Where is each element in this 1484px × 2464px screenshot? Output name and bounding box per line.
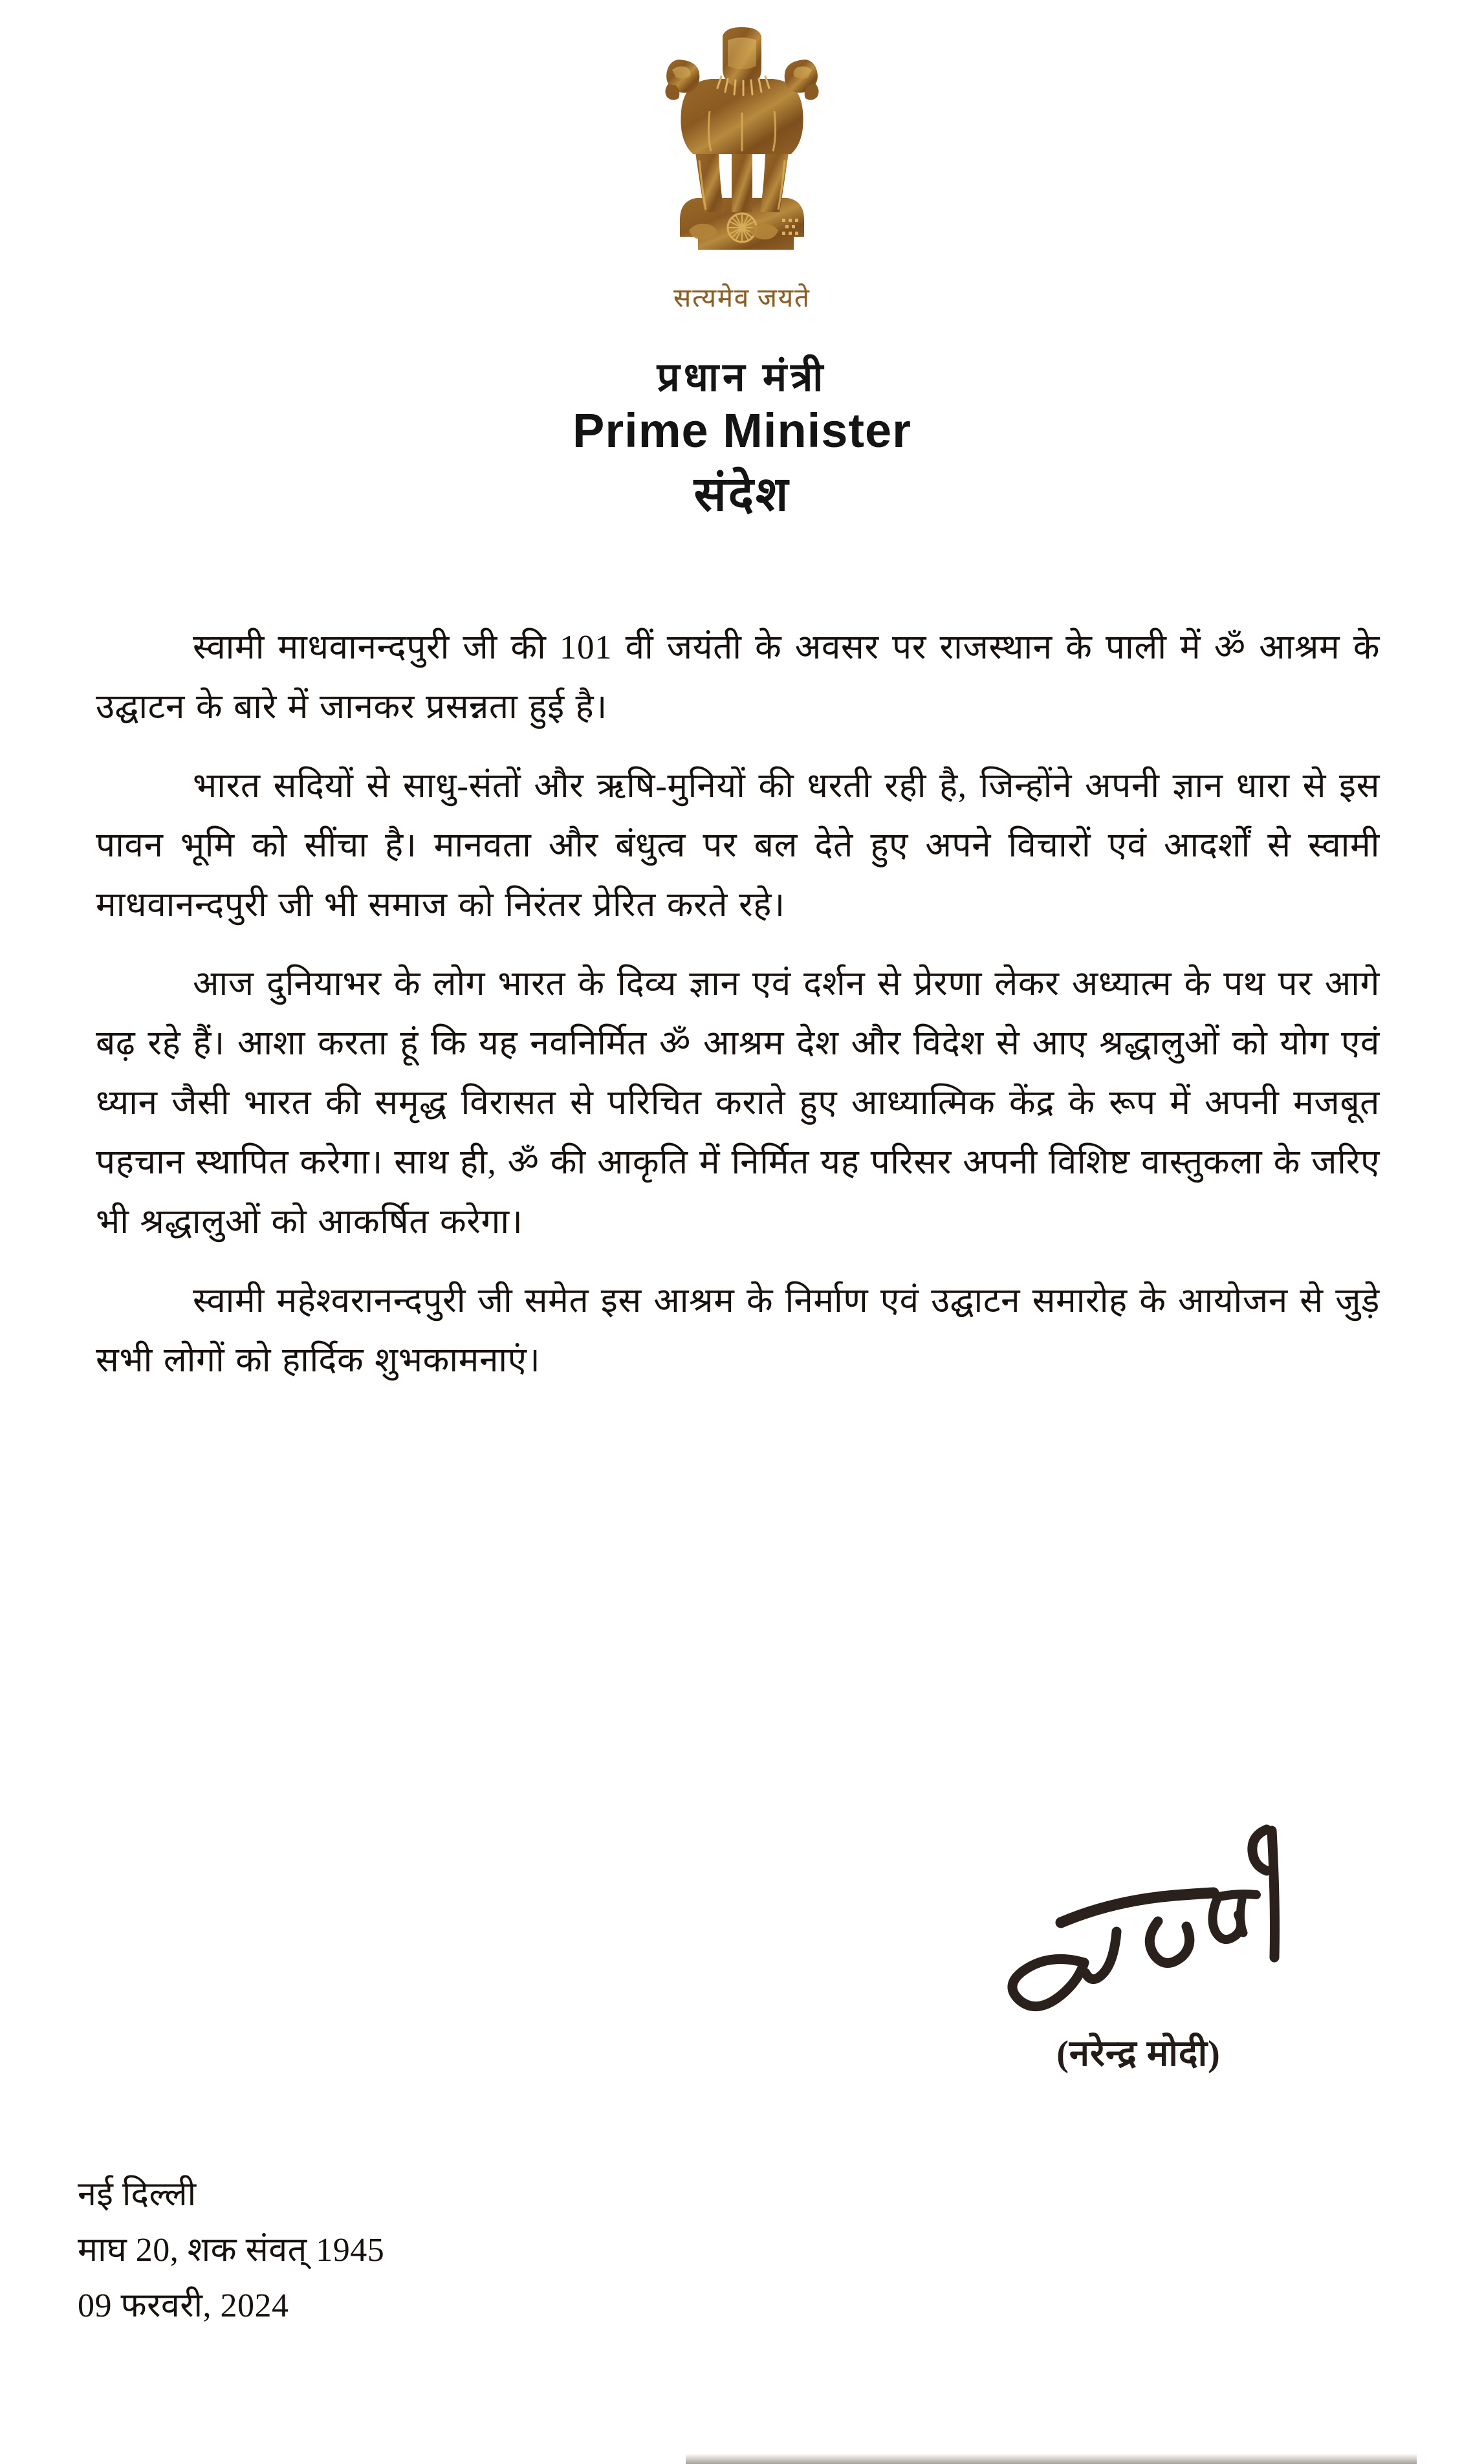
letter-body bbox=[96, 618, 1380, 1390]
paragraph-3: आज दुनियाभर के लोग भारत के दिव्य ज्ञान एवं दर्शन से प्रेरणा लेकर अध्यात्म के पथ पर आगे बढ़ रहे हैं। आशा करता हूं कि यह नवनिर्मित ॐ आश्रम देश और विदेश से आए श्रद्धालुओं को योग एवं ध्यान जैसी भारत की समृद्ध विरासत से परिचित कराते हुए आध्यात्मिक केंद्र के रूप में अपनी मजबूत पहचान स्थापित करेगा। साथ ही, ॐ की आकृति में निर्मित यह परिसर अपनी विशिष्ट वास्तुकला के जरिए भी श्रद्धालुओं को आकर्षित करेगा। bbox=[96, 965, 1380, 1241]
signer-name: (नरेन्द्र मोदी) bbox=[1056, 2034, 1221, 2074]
paragraph-4: स्वामी महेश्वरानन्दपुरी जी समेत इस आश्रम के निर्माण एवं उद्घाटन समारोह के आयोजन से जुड़े सभी लोगों को हार्दिक शुभकामनाएं। bbox=[96, 1282, 1380, 1379]
title-english: Prime Minister bbox=[573, 404, 911, 458]
dateline-gregorian-date: 09 फरवरी, 2024 bbox=[78, 2287, 289, 2324]
paragraph-2: भारत सदियों से साधु-संतों और ऋषि-मुनियों की धरती रही है, जिन्होंने अपनी ज्ञान धारा से इस पावन भूमि को सींचा है। मानवता और बंधुत्व पर बल देते हुए अपने विचारों एवं आदर्शों से स्वामी माधवानन्दपुरी जी भी समाज को निरंतर प्रेरित करते रहे। bbox=[96, 767, 1380, 924]
title-hindi: प्रधान मंत्री bbox=[657, 356, 827, 400]
dateline-place: नई दिल्ली bbox=[78, 2176, 197, 2213]
emblem-motto: सत्यमेव जयते bbox=[673, 283, 811, 312]
dateline-saka-date: माघ 20, शक संवत् 1945 bbox=[78, 2232, 385, 2269]
paragraph-1: स्वामी माधवानन्दपुरी जी की 101 वीं जयंती के अवसर पर राजस्थान के पाली में ॐ आश्रम के उद्घाटन के बारे में जानकर प्रसन्नता हुई है। bbox=[96, 629, 1380, 726]
handwritten-signature-icon bbox=[964, 1805, 1313, 2018]
dateline-block bbox=[78, 2167, 384, 2334]
emblem-block bbox=[0, 14, 1484, 314]
document-type: संदेश bbox=[693, 468, 791, 521]
signature-block bbox=[893, 1805, 1384, 2077]
letterhead-header bbox=[0, 357, 1484, 520]
state-emblem-of-india-icon bbox=[655, 14, 829, 273]
scan-edge-artifact bbox=[686, 2454, 1417, 2464]
